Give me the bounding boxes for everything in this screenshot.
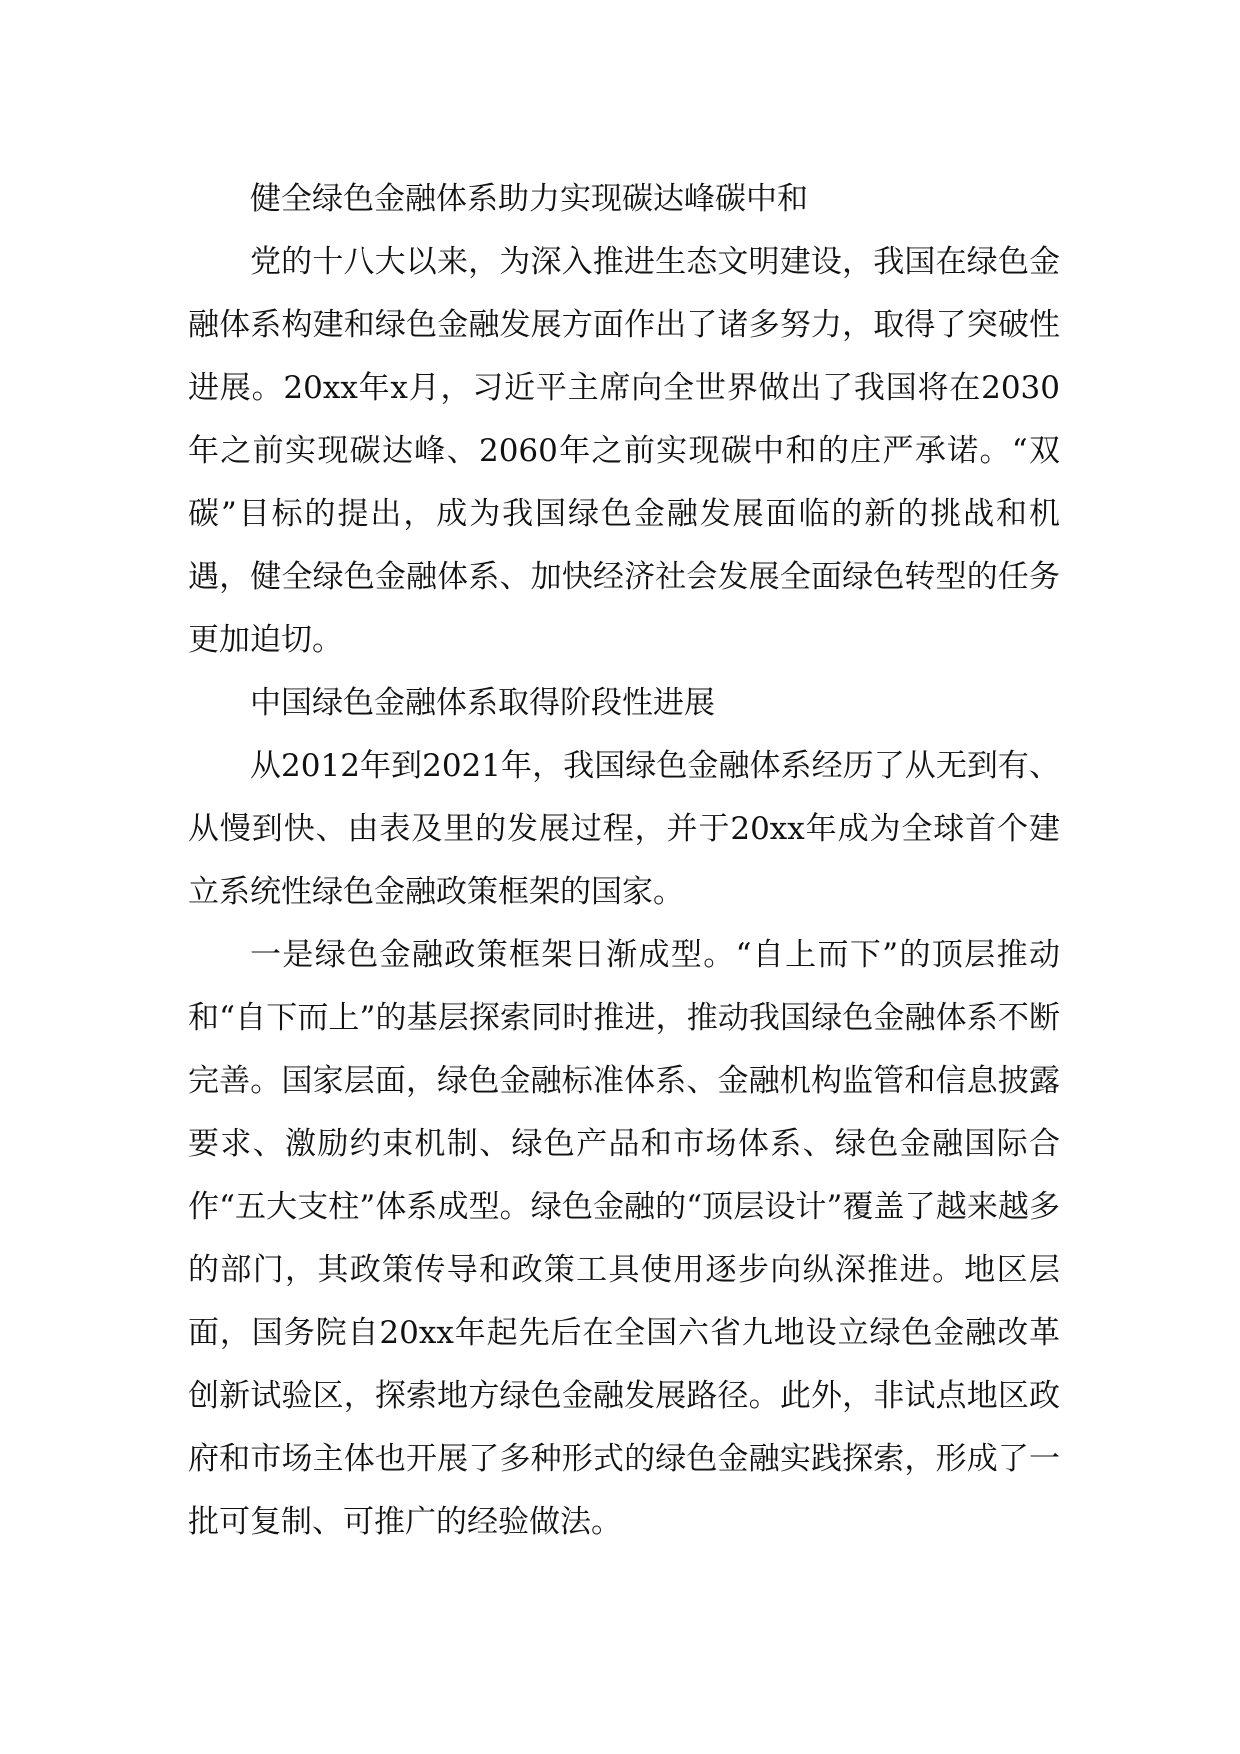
document-title: 健全绿色金融体系助力实现碳达峰碳中和 [250,181,808,217]
intro-paragraph: 党的十八大以来，为深入推进生态文明建设，我国在绿色金融体系构建和绿色金融发展方面作出了诸多努力，取得了突破性进展。20xx年x月，习近平主席向全世界做出了我国将在2030年之前实现碳达峰、2060年之前实现碳中和的庄严承诺。“双碳”目标的提出，成为我国绿色金融发展面临的新的挑战和机遇，健全绿色金融体系、加快经济社会发展全面绿色转型的任务更加迫切。 [188,244,1060,658]
document-body [188,168,1060,1554]
section-paragraph: 一是绿色金融政策框架日渐成型。“自上而下”的顶层推动和“自下而上”的基层探索同时推进，推动我国绿色金融体系不断完善。国家层面，绿色金融标准体系、金融机构监管和信息披露要求、激励约束机制、绿色产品和市场体系、绿色金融国际合作“五大支柱”体系成型。绿色金融的“顶层设计”覆盖了越来越多的部门，其政策传导和政策工具使用逐步向纵深推进。地区层面，国务院自20xx年起先后在全国六省九地设立绿色金融改革创新试验区，探索地方绿色金融发展路径。此外，非试点地区政府和市场主体也开展了多种形式的绿色金融实践探索，形成了一批可复制、可推广的经验做法。 [188,937,1060,1540]
section-heading: 中国绿色金融体系取得阶段性进展 [250,685,715,721]
section-paragraph: 从2012年到2021年，我国绿色金融体系经历了从无到有、从慢到快、由表及里的发展过程，并于20xx年成为全球首个建立系统性绿色金融政策框架的国家。 [188,748,1060,910]
